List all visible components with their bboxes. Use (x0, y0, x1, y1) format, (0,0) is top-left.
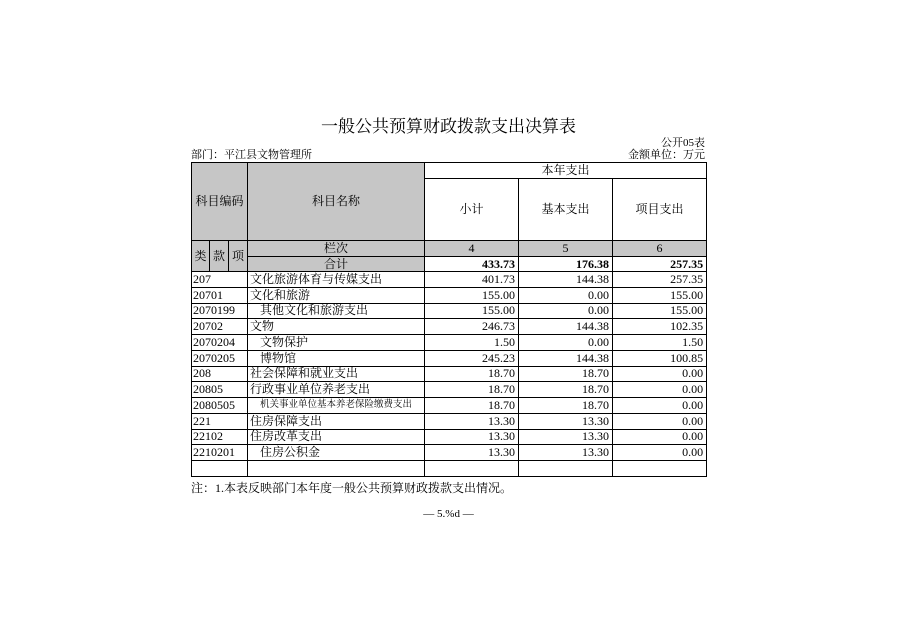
row-project: 100.85 (613, 350, 707, 366)
table-row (192, 398, 707, 414)
row-project: 0.00 (613, 413, 707, 429)
header-lei: 类 (192, 241, 210, 272)
header-subject-code: 科目编码 (192, 163, 248, 241)
table-row (192, 445, 707, 461)
empty-table-row (192, 461, 707, 477)
row-project: 0.00 (613, 398, 707, 414)
row-basic: 0.00 (519, 287, 613, 303)
row-name: 博物馆 (248, 350, 425, 366)
amount-unit-label: 金额单位：万元 (628, 149, 705, 161)
row-subtotal: 18.70 (425, 382, 519, 398)
row-name: 机关事业单位基本养老保险缴费支出 (248, 398, 425, 414)
row-basic: 13.30 (519, 445, 613, 461)
column-number-5: 5 (519, 241, 613, 257)
total-label: 合计 (248, 257, 425, 272)
header-project-expenditure: 项目支出 (613, 179, 707, 241)
row-basic: 13.30 (519, 429, 613, 445)
form-number: 公开05表 (661, 137, 705, 149)
row-code: 20702 (192, 319, 248, 335)
row-basic: 18.70 (519, 366, 613, 382)
page-number: — 5.%d — (423, 508, 474, 520)
row-basic: 18.70 (519, 398, 613, 414)
empty-cell (613, 461, 707, 477)
row-code: 2070199 (192, 303, 248, 319)
row-subtotal: 1.50 (425, 335, 519, 351)
row-subtotal: 18.70 (425, 366, 519, 382)
row-basic: 18.70 (519, 382, 613, 398)
total-row (192, 257, 707, 272)
row-name: 文物 (248, 319, 425, 335)
row-name: 文化和旅游 (248, 287, 425, 303)
row-subtotal: 401.73 (425, 272, 519, 288)
row-name: 住房改革支出 (248, 429, 425, 445)
row-code: 2210201 (192, 445, 248, 461)
row-code: 2070205 (192, 350, 248, 366)
table-row (192, 335, 707, 351)
table-row (192, 413, 707, 429)
empty-cell (248, 461, 425, 477)
page-title: 一般公共预算财政拨款支出决算表 (321, 117, 576, 136)
table-row (192, 287, 707, 303)
table-row (192, 366, 707, 382)
department-label: 部门：平江县文物管理所 (191, 149, 312, 161)
row-project: 257.35 (613, 272, 707, 288)
header-subject-name: 科目名称 (248, 163, 425, 241)
row-name: 文物保护 (248, 335, 425, 351)
row-basic: 144.38 (519, 319, 613, 335)
header-subtotal: 小计 (425, 179, 519, 241)
empty-cell (519, 461, 613, 477)
table-row (192, 429, 707, 445)
row-code: 20701 (192, 287, 248, 303)
row-subtotal: 155.00 (425, 287, 519, 303)
table-note: 注：1.本表反映部门本年度一般公共预算财政拨款支出情况。 (191, 481, 513, 495)
row-basic: 0.00 (519, 335, 613, 351)
row-name: 行政事业单位养老支出 (248, 382, 425, 398)
header-current-year-expenditure: 本年支出 (425, 163, 707, 179)
row-name: 社会保障和就业支出 (248, 366, 425, 382)
row-name: 住房保障支出 (248, 413, 425, 429)
row-code: 2070204 (192, 335, 248, 351)
row-basic: 13.30 (519, 413, 613, 429)
header-basic-expenditure: 基本支出 (519, 179, 613, 241)
header-kuan: 款 (210, 241, 229, 272)
row-subtotal: 13.30 (425, 413, 519, 429)
header-row-1 (192, 163, 707, 179)
table-row (192, 382, 707, 398)
table-row (192, 272, 707, 288)
row-subtotal: 245.23 (425, 350, 519, 366)
row-subtotal: 13.30 (425, 429, 519, 445)
total-basic: 176.38 (519, 257, 613, 272)
row-basic: 144.38 (519, 350, 613, 366)
row-subtotal: 155.00 (425, 303, 519, 319)
empty-cell (192, 461, 248, 477)
row-code: 20805 (192, 382, 248, 398)
total-subtotal: 433.73 (425, 257, 519, 272)
row-name: 住房公积金 (248, 445, 425, 461)
row-subtotal: 246.73 (425, 319, 519, 335)
row-project: 1.50 (613, 335, 707, 351)
row-code: 22102 (192, 429, 248, 445)
row-code: 221 (192, 413, 248, 429)
header-column-number-label: 栏次 (248, 241, 425, 257)
table-row (192, 350, 707, 366)
row-name: 其他文化和旅游支出 (248, 303, 425, 319)
row-project: 0.00 (613, 429, 707, 445)
row-project: 0.00 (613, 366, 707, 382)
column-number-4: 4 (425, 241, 519, 257)
column-number-row (192, 241, 707, 257)
row-code: 2080505 (192, 398, 248, 414)
row-subtotal: 13.30 (425, 445, 519, 461)
row-project: 155.00 (613, 303, 707, 319)
table-row (192, 303, 707, 319)
total-project: 257.35 (613, 257, 707, 272)
row-project: 0.00 (613, 445, 707, 461)
column-number-6: 6 (613, 241, 707, 257)
row-code: 207 (192, 272, 248, 288)
row-subtotal: 18.70 (425, 398, 519, 414)
row-name: 文化旅游体育与传媒支出 (248, 272, 425, 288)
row-basic: 0.00 (519, 303, 613, 319)
row-project: 102.35 (613, 319, 707, 335)
row-project: 155.00 (613, 287, 707, 303)
header-xiang: 项 (229, 241, 248, 272)
empty-cell (425, 461, 519, 477)
expenditure-table (191, 162, 707, 477)
row-code: 208 (192, 366, 248, 382)
table-row (192, 319, 707, 335)
row-project: 0.00 (613, 382, 707, 398)
row-basic: 144.38 (519, 272, 613, 288)
